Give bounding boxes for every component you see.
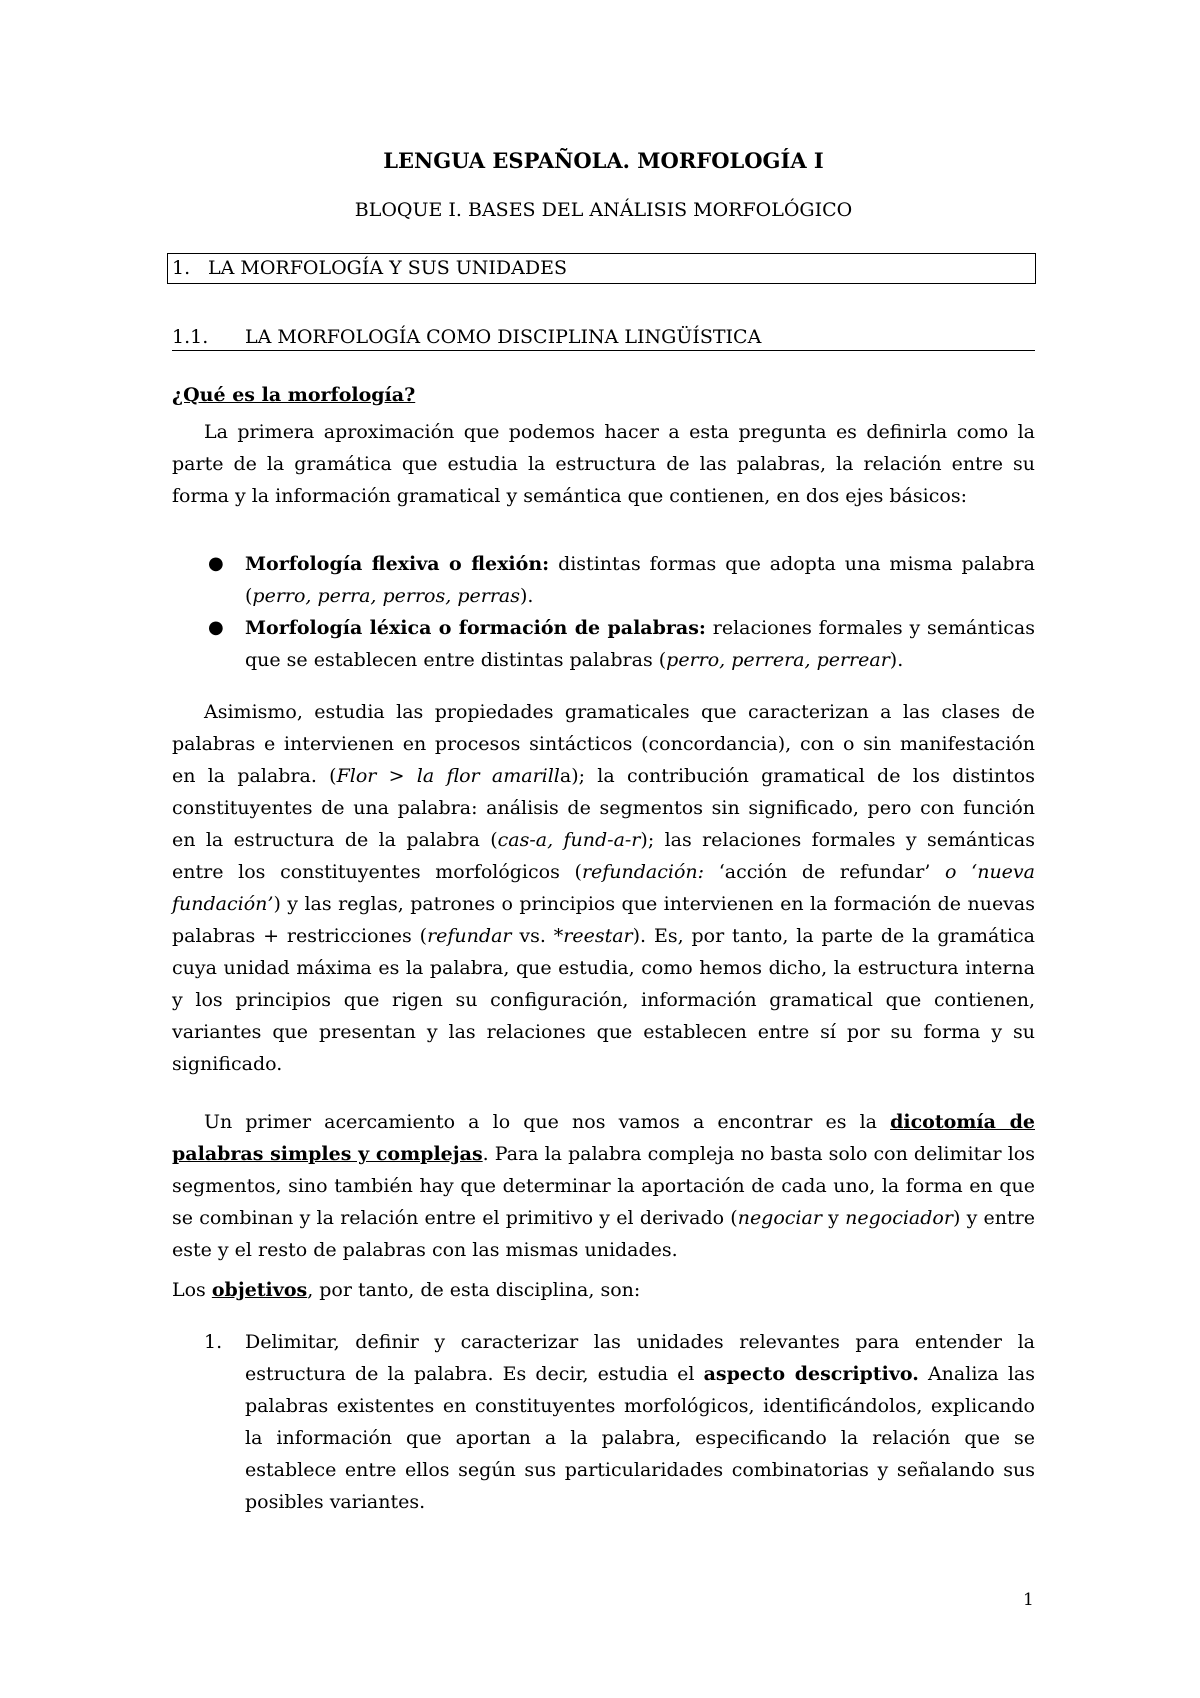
text-run: Los <box>172 1279 212 1301</box>
text-run: y <box>821 1207 846 1229</box>
text-run: ); las relaciones formales y semánticas entre los constituyentes morfológicos ( <box>172 829 1036 883</box>
bullet-example: perro, perra, perros, perras <box>252 585 520 607</box>
subsection-title: LA MORFOLOGÍA COMO DISCIPLINA LINGÜÍSTICA <box>245 326 762 348</box>
section-number: 1. <box>172 257 191 279</box>
paragraph-definition: La primera aproximación que podemos hacer a esta pregunta es definirla como la parte de la gramática que estudia la estructura de las palabras, la relación entre su forma y la información gramatical y semántica que contienen, en dos ejes básicos: <box>172 421 1035 507</box>
bullet-icon: ● <box>208 617 224 638</box>
document-title: LENGUA ESPAÑOLA. MORFOLOGÍA I <box>383 148 824 173</box>
bullet-list <box>172 548 1035 676</box>
bullet-end: ). <box>889 649 904 671</box>
text-run: , por tanto, de esta disciplina, son: <box>307 1279 641 1301</box>
text-run: Un primer acercamiento a lo que nos vamos a encontrar es la <box>204 1111 891 1133</box>
subsection-heading <box>172 324 1035 351</box>
bullet-term: Morfología flexiva o flexión: <box>245 553 550 575</box>
example-italic: refundar <box>427 925 512 947</box>
text-run: ) y las reglas, patrones o principios que intervienen en la formación de nuevas palabras + restricciones ( <box>172 893 1035 947</box>
bullet-text: relaciones formales y semánticas que se establecen entre distintas palabras ( <box>245 617 1035 671</box>
text-run: Delimitar, definir y caracterizar las unidades relevantes para entender la estructura de la palabra. Es decir, estudia el <box>245 1331 1035 1385</box>
text-run: ). Es, por tanto, la parte de la gramática cuya unidad máxima es la palabra, que estudia, como hemos dicho, la estructura interna y los principios que rigen su configuración, información gramatical que contienen, variantes que presentan y las relaciones que establecen entre sí por su forma y su significado. <box>172 925 1035 1075</box>
text-run: ‘acción de refundar’ <box>704 861 946 883</box>
question-heading: ¿Qué es la morfología? <box>172 384 416 406</box>
text-run: Asimismo, estudia las propiedades gramaticales que caracterizan a las clases de palabras e intervienen en procesos sintácticos (concordancia), con o sin manifestación en la palabra. ( <box>172 701 1035 787</box>
subsection-number: 1.1. <box>172 326 209 348</box>
list-item <box>172 548 1035 612</box>
key-term: objetivos <box>211 1279 308 1301</box>
paragraph-properties <box>172 696 1035 1080</box>
example-italic: refundación: <box>581 861 705 883</box>
text-run: Analiza las palabras existentes en constituyentes morfológicos, identificándolos, explicando la información que aportan a la palabra, especificando la relación que se establece entre ellos según sus particularidades combinatorias y señalando sus posibles variantes. <box>245 1363 1035 1513</box>
example-italic: o ‘nueva fundación’ <box>172 861 1035 915</box>
example-italic: *reestar <box>553 925 633 947</box>
paragraph-objectives <box>172 1274 1035 1306</box>
page-content <box>172 146 1036 1513</box>
bullet-text: distintas formas que adopta una misma palabra ( <box>245 553 1036 607</box>
key-term: dicotomía de palabras simples y complejas <box>172 1111 1035 1165</box>
paragraph-dichotomy <box>172 1106 1035 1266</box>
list-number: 1. <box>204 1331 223 1353</box>
bullet-end: ). <box>519 585 534 607</box>
example-italic: negociador <box>845 1207 953 1229</box>
key-term: aspecto descriptivo. <box>703 1363 919 1385</box>
block-heading: BLOQUE I. BASES DEL ANÁLISIS MORFOLÓGICO <box>354 199 853 221</box>
example-italic: negociar <box>737 1207 822 1229</box>
section-title: LA MORFOLOGÍA Y SUS UNIDADES <box>208 257 567 279</box>
bullet-term: Morfología léxica o formación de palabras: <box>245 617 706 639</box>
bullet-example: perro, perrera, perrear <box>666 649 890 671</box>
objectives-list <box>172 1326 1035 1518</box>
text-run: a); la contribución gramatical de los distintos constituyentes de una palabra: análisis de segmentos sin significado, pero con función en la estructura de la palabra ( <box>172 765 1035 851</box>
text-run: ) y entre este y el resto de palabras con las mismas unidades. <box>172 1207 1035 1261</box>
section-heading-box <box>167 253 1036 284</box>
text-run: vs. <box>511 925 554 947</box>
example-italic: Flor > la flor amarill <box>336 765 560 787</box>
text-run: . Para la palabra compleja no basta solo con delimitar los segmentos, sino también hay que determinar la aportación de cada uno, la forma en que se combinan y la relación entre el primitivo y el derivado ( <box>172 1143 1035 1229</box>
list-item <box>172 1326 1035 1518</box>
bullet-icon: ● <box>208 553 224 574</box>
example-italic: cas-a, fund-a-r <box>497 829 641 851</box>
list-item <box>172 612 1035 676</box>
page-number: 1 <box>1023 1590 1034 1610</box>
